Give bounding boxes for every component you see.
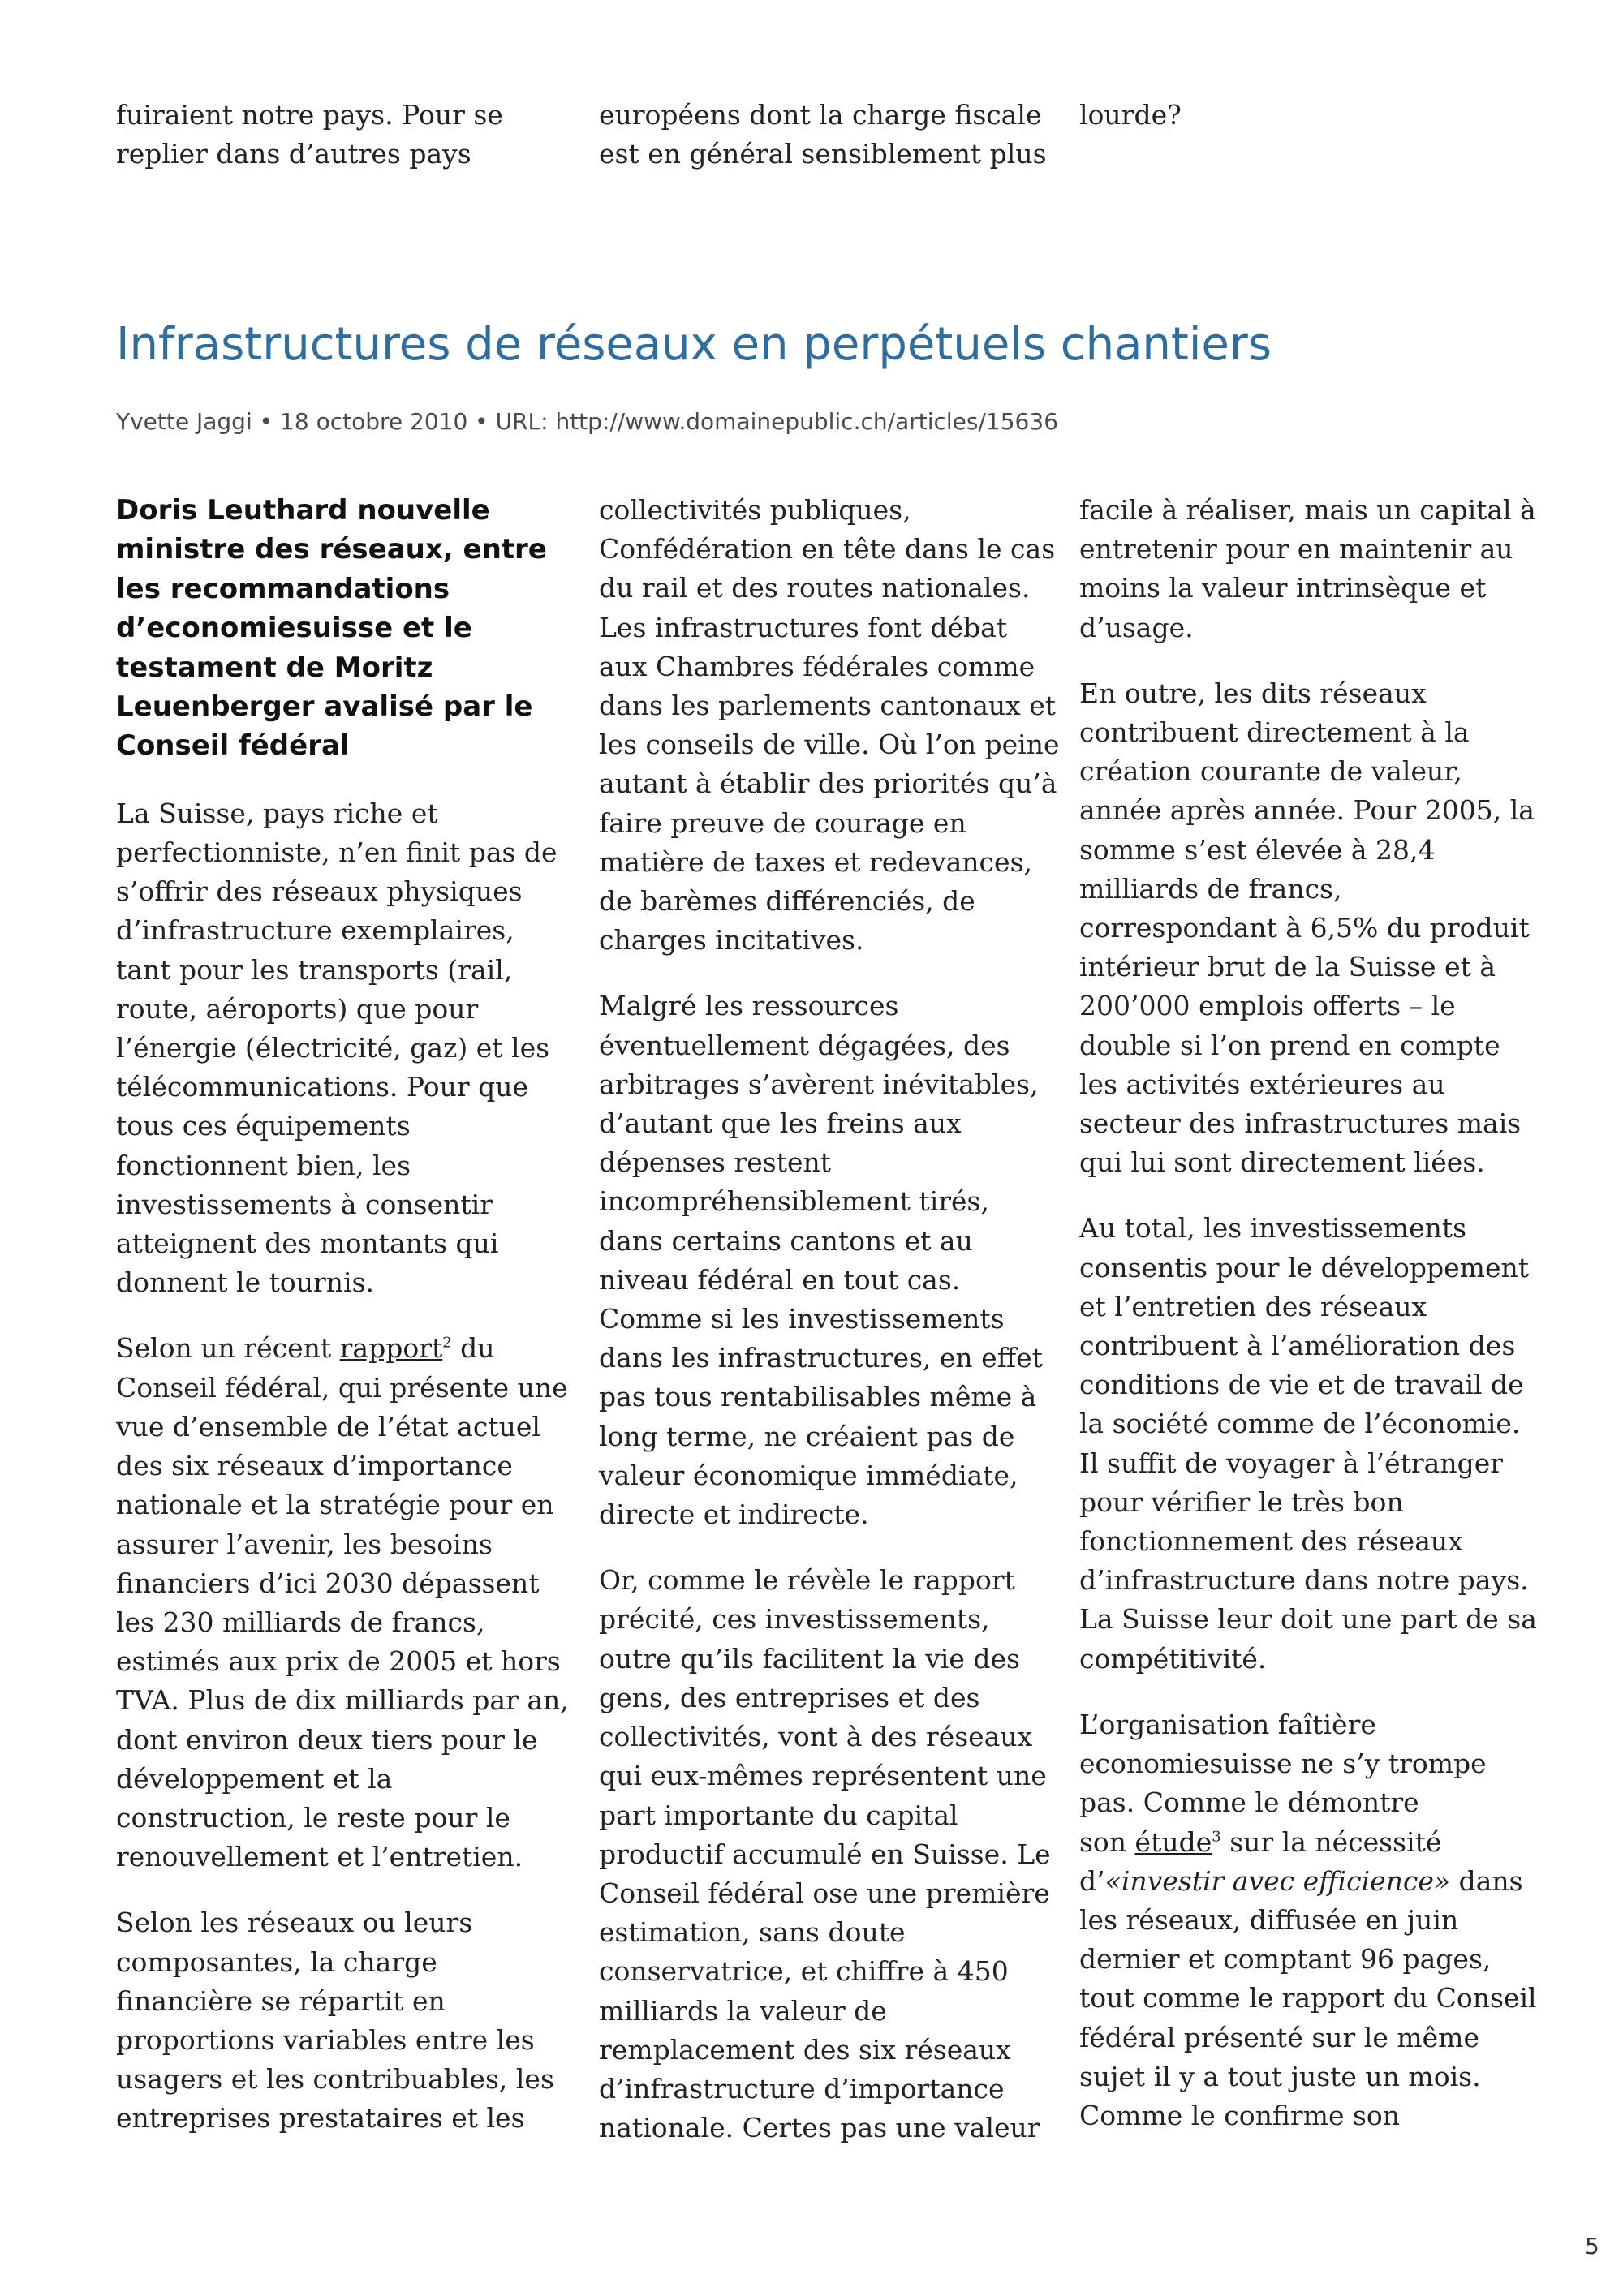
text-line: l’énergie (électricité, gaz) et les xyxy=(116,1032,550,1064)
text-line: d’autant que les freins aux xyxy=(599,1107,962,1140)
text-line: Comme si les investissements xyxy=(599,1303,1005,1335)
text-line: somme s’est élevée à 28,4 xyxy=(1079,833,1436,866)
text-line: Au total, les investissements xyxy=(1079,1212,1467,1245)
paragraph xyxy=(116,794,558,1303)
text-line: d’infrastructure dans notre pays. xyxy=(1079,1564,1529,1597)
text-line: financière se répartit en xyxy=(116,1984,446,2017)
text-line: fonctionnement des réseaux xyxy=(1079,1525,1463,1558)
text-line: investissements à consentir xyxy=(116,1188,493,1220)
text-line: En outre, les dits réseaux xyxy=(1079,677,1427,709)
text-line: année après année. Pour 2005, la xyxy=(1079,794,1535,827)
text-line: renouvellement et l’entretien. xyxy=(116,1841,523,1873)
text-line: dans les parlements cantonaux et xyxy=(599,690,1057,722)
text-line: conservatrice, et chiffre à 450 xyxy=(599,1955,1009,1988)
text-line: usagers et les contribuables, les xyxy=(116,2063,554,2096)
text-line: du rail et des routes nationales. xyxy=(599,572,1031,604)
text-line: précité, ces investissements, xyxy=(599,1603,990,1636)
text-line: consentis pour le développement xyxy=(1079,1251,1530,1283)
text-line: L’organisation faîtière xyxy=(1079,1708,1376,1740)
text-line: aux Chambres fédérales comme xyxy=(599,650,1035,682)
text-line: d’usage. xyxy=(1079,611,1194,643)
paragraph xyxy=(116,1903,554,2138)
footnote-ref[interactable]: 3 xyxy=(1212,1827,1221,1845)
paragraph xyxy=(116,1329,569,1877)
text-line: compétitivité. xyxy=(1079,1642,1267,1675)
text-line: dont environ deux tiers pour le xyxy=(116,1723,538,1756)
paragraph-rest xyxy=(1079,1901,1537,2135)
text-line: fédéral présenté sur le même xyxy=(1079,2021,1479,2053)
article-byline: Yvette Jaggi • 18 octobre 2010 • URL: http://www.domainepublic.ch/articles/15636 xyxy=(116,408,1059,435)
text-line: d’infrastructure exemplaires, xyxy=(116,914,514,947)
text-line: Les infrastructures font débat xyxy=(599,611,1008,643)
paragraph xyxy=(599,491,1060,960)
text-line: est en général sensiblement plus xyxy=(599,138,1047,170)
text-line: Confédération en tête dans le cas xyxy=(599,533,1056,565)
text-line: qui lui sont directement liées. xyxy=(1079,1146,1485,1179)
text-line: les activités extérieures au xyxy=(1079,1068,1445,1100)
text-line: nationale et la stratégie pour en xyxy=(116,1489,554,1521)
text-line: d’economiesuisse et le xyxy=(116,612,472,645)
paragraph xyxy=(1079,1705,1537,2135)
text-line: La Suisse, pays riche et xyxy=(116,797,438,829)
quote-italic: «investir avec efficience» xyxy=(1104,1864,1451,1897)
text-line: faire preuve de courage en xyxy=(599,806,966,839)
page-number: 5 xyxy=(1585,2233,1599,2259)
text-line: fonctionnent bien, les xyxy=(116,1149,411,1181)
etude-link[interactable]: étude xyxy=(1134,1825,1212,1858)
text-line: outre qu’ils facilitent la vie des xyxy=(599,1642,1020,1675)
text-line: Leuenberger avalisé par le xyxy=(116,690,533,724)
text-line: fuiraient notre pays. Pour se xyxy=(116,99,503,131)
text-line: milliards de francs, xyxy=(1079,872,1342,905)
text-line: les 230 milliards de francs, xyxy=(116,1606,485,1638)
paragraph xyxy=(599,987,1043,1534)
text-line: Conseil fédéral, qui présente une xyxy=(116,1371,568,1404)
text-line: incompréhensiblement tirés, xyxy=(599,1185,989,1218)
text-line: atteignent des montants qui xyxy=(116,1228,499,1260)
text-line: contribuent directement à la xyxy=(1079,716,1470,749)
text-line: entretenir pour en maintenir au xyxy=(1079,533,1513,565)
text-line: TVA. Plus de dix milliards par an, xyxy=(116,1684,569,1717)
text-line: dépenses restent xyxy=(599,1146,831,1179)
text-line: charges incitatives. xyxy=(599,924,864,957)
text-line: dernier et comptant 96 pages, xyxy=(1079,1943,1492,1976)
text-line: route, aéroports) que pour xyxy=(116,992,479,1025)
text-line: nationale. Certes pas une valeur xyxy=(599,2112,1040,2144)
text-line: secteur des infrastructures mais xyxy=(1079,1107,1522,1140)
text-line: niveau fédéral en tout cas. xyxy=(599,1263,961,1296)
article-title: Infrastructures de réseaux en perpétuels chantiers xyxy=(116,318,1272,371)
paragraph-rest xyxy=(116,1369,569,1877)
text-line: construction, le reste pour le xyxy=(116,1801,510,1834)
text-line: pas tous rentabilisables même à xyxy=(599,1381,1037,1413)
text-line: Or, comme le révèle le rapport xyxy=(599,1564,1015,1597)
rapport-link[interactable]: rapport xyxy=(339,1332,443,1365)
paragraph-head xyxy=(1079,1705,1518,1823)
paragraph xyxy=(599,1561,1051,2148)
text-line: double si l’on prend en compte xyxy=(1079,1029,1500,1061)
text-line: contribuent à l’amélioration des xyxy=(1079,1330,1516,1362)
text-line: tous ces équipements xyxy=(116,1110,411,1142)
text-line: replier dans d’autres pays xyxy=(116,138,471,170)
text-line: estimation, sans doute xyxy=(599,1916,906,1949)
text-line: ministre des réseaux, entre xyxy=(116,533,547,566)
text-line: entreprises prestataires et les xyxy=(116,2102,525,2135)
article-lead xyxy=(116,491,554,766)
text-line: intérieur brut de la Suisse et à xyxy=(1079,951,1496,983)
text-line: des six réseaux d’importance xyxy=(116,1450,513,1482)
text-line: correspondant à 6,5% du produit xyxy=(1079,912,1530,944)
text-line: testament de Moritz xyxy=(116,651,433,684)
text-line: et l’entretien des réseaux xyxy=(1079,1290,1427,1322)
text-line: qui eux-mêmes représentent une xyxy=(599,1760,1047,1792)
paragraph-line: son étude$^3$ sur la nécessité xyxy=(1079,1825,1442,1858)
text-line: Doris Leuthard nouvelle xyxy=(116,494,490,527)
text-line: facile à réaliser, mais un capital à xyxy=(1079,494,1536,526)
text-line: donnent le tournis. xyxy=(116,1266,374,1299)
text-line: dans certains cantons et au xyxy=(599,1224,973,1257)
paragraph-line: d’«investir avec efficience» dans xyxy=(1079,1864,1523,1897)
paragraph xyxy=(1079,674,1535,1183)
text-line: Conseil fédéral ose une première xyxy=(599,1877,1050,1909)
text-line: moins la valeur intrinsèque et xyxy=(1079,572,1487,604)
text-line: développement et la xyxy=(116,1762,393,1795)
text-line: Malgré les ressources xyxy=(599,990,899,1022)
text-line: gens, des entreprises et des xyxy=(599,1681,980,1713)
text-line: La Suisse leur doit une part de sa xyxy=(1079,1603,1537,1636)
text-line: dans les infrastructures, en effet xyxy=(599,1342,1043,1374)
text-line: d’infrastructure d’importance xyxy=(599,2072,1005,2105)
prev-article-col2 xyxy=(599,96,1047,174)
text-line: matière de taxes et redevances, xyxy=(599,845,1032,878)
text-line: milliards la valeur de xyxy=(599,1994,887,2027)
text-line: 200’000 emplois offerts – le xyxy=(1079,990,1456,1022)
text-line: Conseil fédéral xyxy=(116,729,350,763)
text-line: vue d’ensemble de l’état actuel xyxy=(116,1410,540,1443)
text-line: directe et indirecte. xyxy=(599,1498,869,1531)
paragraph xyxy=(1079,491,1536,647)
text-line: de barèmes différenciés, de xyxy=(599,885,975,918)
paragraph-line: Selon un récent rapport$^2$ du xyxy=(116,1332,495,1365)
text-line: productif accumulé en Suisse. Le xyxy=(599,1838,1051,1870)
text-line: autant à établir des priorités qu’à xyxy=(599,767,1057,800)
article-column-2 xyxy=(599,491,1060,2148)
text-line: perfectionniste, n’en finit pas de xyxy=(116,836,558,869)
paragraph xyxy=(1079,1209,1537,1678)
text-line: collectivités publiques, xyxy=(599,494,911,526)
text-line: financiers d’ici 2030 dépassent xyxy=(116,1567,540,1599)
text-line: création courante de valeur, xyxy=(1079,755,1462,788)
text-line: long terme, ne créaient pas de xyxy=(599,1420,1015,1452)
text-line: éventuellement dégagées, des xyxy=(599,1029,1010,1061)
text-line: tout comme le rapport du Conseil xyxy=(1079,1982,1537,2014)
text-line: remplacement des six réseaux xyxy=(599,2033,1011,2066)
text-line: economiesuisse ne s’y trompe xyxy=(1079,1748,1487,1780)
text-line: Comme le confirme son xyxy=(1079,2099,1401,2131)
text-line: les réseaux, diffusée en juin xyxy=(1079,1903,1459,1936)
text-line: lourde? xyxy=(1079,99,1182,131)
article-column-1 xyxy=(116,491,569,2139)
text-line: composantes, la charge xyxy=(116,1946,437,1978)
text-line: télécommunications. Pour que xyxy=(116,1071,529,1103)
prev-article-col1 xyxy=(116,96,554,174)
text-line: pour vérifier le très bon xyxy=(1079,1486,1404,1518)
text-line: Selon les réseaux ou leurs xyxy=(116,1907,473,1939)
text-line: proportions variables entre les xyxy=(116,2023,535,2056)
text-line: arbitrages s’avèrent inévitables, xyxy=(599,1068,1039,1100)
text-line: collectivités, vont à des réseaux xyxy=(599,1721,1033,1753)
text-line: Il suffit de voyager à l’étranger xyxy=(1079,1447,1504,1479)
article-column-3 xyxy=(1079,491,1537,2135)
text-line: estimés aux prix de 2005 et hors xyxy=(116,1645,561,1678)
text-line: tant pour les transports (rail, xyxy=(116,953,513,986)
text-line: assurer l’avenir, les besoins xyxy=(116,1528,493,1560)
text-line: les conseils de ville. Où l’on peine xyxy=(599,729,1060,761)
text-line: valeur économique immédiate, xyxy=(599,1459,1018,1491)
text-line: s’offrir des réseaux physiques xyxy=(116,875,523,908)
text-line: les recommandations xyxy=(116,572,450,605)
footnote-ref[interactable]: 2 xyxy=(442,1334,452,1352)
text-line: conditions de vie et de travail de xyxy=(1079,1369,1524,1401)
text-line: européens dont la charge fiscale xyxy=(599,99,1042,131)
text-line: sujet il y a tout juste un mois. xyxy=(1079,2060,1481,2092)
prev-article-col3 xyxy=(1079,96,1518,135)
text-line: la société comme de l’économie. xyxy=(1079,1408,1521,1440)
text-line: part importante du capital xyxy=(599,1799,958,1831)
text-line: pas. Comme le démontre xyxy=(1079,1786,1419,1819)
